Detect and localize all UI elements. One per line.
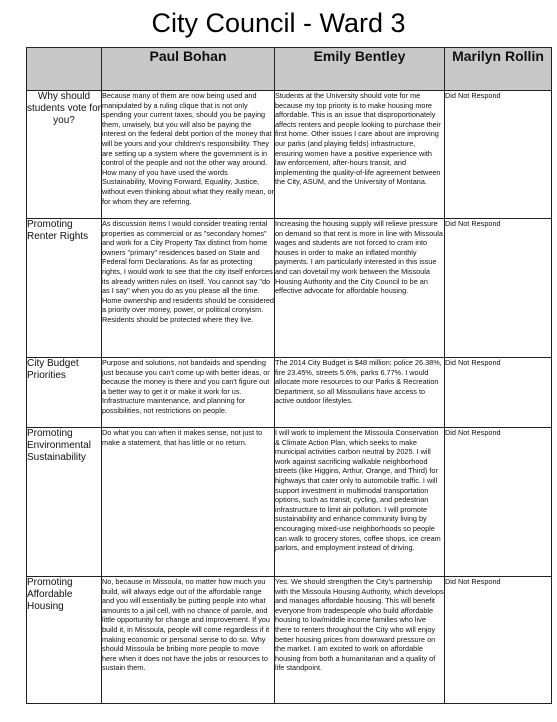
rollin-response: Did Not Respond <box>445 428 552 577</box>
topic-cell: Promoting Affordable Housing <box>27 577 102 704</box>
bentley-response: Increasing the housing supply will relieve pressure on demand so that rent is more in line with Missoula wages and students are not forced to cram into houses in order to make an inflated monthly payments. I am particularly interested in this issue and can dovetail my work between the Missoula Housing Authority and the City Council to be an effective advocate for affordable housing. <box>275 219 445 358</box>
header-marilyn-rollin: Marilyn Rollin <box>445 48 552 91</box>
bohan-response: No, because in Missoula, no matter how much you build, will always edge out of the affordable range and you will essentially be putting people into what amounts to a jail cell, with no chance of parole, and little opportunity for change and improvement. If you build it, in Missoula, people will come regardless if it making economic or personal sense to do so. Why should Missoula be bribing more people to move here when it does not have the jobs or resources to sustain them. <box>102 577 275 704</box>
rollin-response: Did Not Respond <box>445 577 552 704</box>
rollin-response: Did Not Respond <box>445 358 552 428</box>
bentley-response: Students at the University should vote for me because my top priority is to make housing more affordable. This is an issue that disproportionately affects renters and people looking to purchase their first home. Other issues I care about are improving our parks (and playing fields) infrastructure, ensuring women have a positive experience with law enforcement, after-hours transit, and implementing the quality-of-life agreement between the City, ASUM, and the University of Montana. <box>275 91 445 219</box>
bohan-response: Purpose and solutions, not bandaids and spending just because you can't come up with better ideas, or because the money is there and you can't figure out a better way to get it or make it work for us. Infrastructure maintenance, and planning for possibilities, not restrictions on people. <box>102 358 275 428</box>
bentley-response: The 2014 City Budget is $48 million: police 26.38%, fire 23.45%, streets 5.6%, parks 6.77%. I would allocate more resources to our Parks & Recreation Department, so all Missoulians have access to active outdoor lifestyles. <box>275 358 445 428</box>
header-row <box>27 48 552 91</box>
rollin-response: Did Not Respond <box>445 91 552 219</box>
table-row <box>27 428 552 577</box>
page-title: City Council - Ward 3 <box>151 8 406 38</box>
rollin-response: Did Not Respond <box>445 219 552 358</box>
header-paul-bohan: Paul Bohan <box>102 48 275 91</box>
header-emily-bentley: Emily Bentley <box>275 48 445 91</box>
topic-cell: City Budget Priorities <box>27 358 102 428</box>
table-row <box>27 219 552 358</box>
topic-cell: Promoting Environmental Sustainability <box>27 428 102 577</box>
bentley-response: Yes. We should strengthen the City's partnership with the Missoula Housing Authority, which develops and manages affordable housing. This will benefit everyone from tradespeople who build affordable housing to low/middle income families who live there to renters throughout the City who will enjoy better housing prices from downward pressure on the market. I am excited to work on affordable housing from both a humanitarian and a quality of life standpoint. <box>275 577 445 704</box>
bohan-response: Because many of them are now being used and manipulated by a ruling clique that is not only spending your current taxes, should you be paying them, unwisely, but you will also be paying the interest on the federal debt portion of the money that will be yours and your children's responsibility. They are setting up a system where the government is in control of the people and not the other way around. How many of you have used the words Sustainability, Moving Forward, Equality, Justice, without even thinking about what they really mean, or for whom they are referring. <box>102 91 275 219</box>
topic-cell: Why should students vote for you? <box>27 91 102 219</box>
bohan-response: Do what you can when it makes sense, not just to make a statement, that has little or no return. <box>102 428 275 577</box>
topic-cell: Promoting Renter Rights <box>27 219 102 358</box>
header-topic <box>27 48 102 91</box>
table-row <box>27 577 552 704</box>
table-row <box>27 358 552 428</box>
bentley-response: I will work to implement the Missoula Conservation & Climate Action Plan, which seeks to make municipal activities carbon neutral by 2025. I will work against sacrificing walkable neighborhood streets (like Higgins, Arthur, Orange, and Third) for highways that cater only to automobile traffic. I will support investment in multimodal transportation options, such as transit, cycling, and pedestrian infrastructure to limit air pollution. I will promote sustainability and enhance community living by encouraging mixed-use neighborhoods so people can walk to grocery stores, coffee shops, ice cream parlors, and employment instead of driving. <box>275 428 445 577</box>
candidate-comparison-table <box>26 47 552 704</box>
bohan-response: As discussion items I would consider treating rental properties as commercial or as "secondary homes" and work for a City Property Tax distinct from home owners "primary" residences based on State and Federal form Declarations. As far as protecting rights, I would work to see that the city itself enforces its already written rules on itself. You cannot say "do as I say" when you do as you please all the time. Home ownership and residents should be considered a priority over money, power, or political cronyism. Residents should be protected where they live. <box>102 219 275 358</box>
table-row <box>27 91 552 219</box>
